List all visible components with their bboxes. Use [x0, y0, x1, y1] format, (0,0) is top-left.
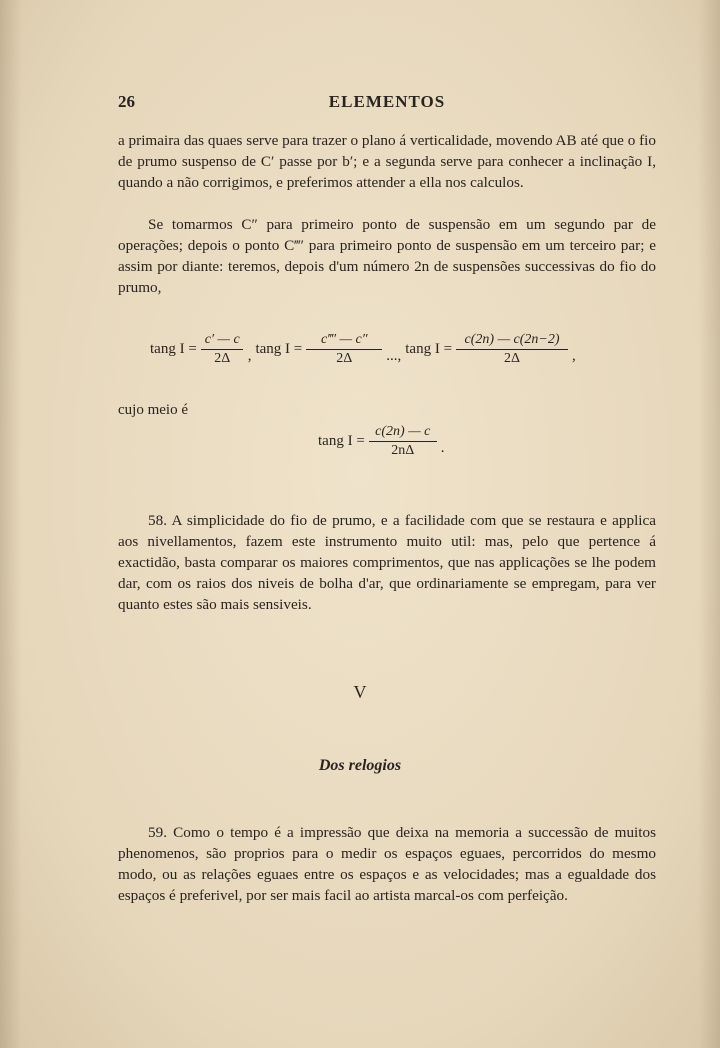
mean-equation-fraction [369, 424, 437, 459]
equation-2-numerator: c‴′ — c″ [320, 332, 368, 347]
equation-row [150, 332, 580, 367]
section-title: Dos relogios [318, 757, 402, 774]
right-edge-shadow [698, 0, 720, 1048]
page-number: 26 [118, 92, 135, 111]
equation-3-separator: , [572, 348, 576, 364]
page-header [118, 92, 656, 116]
running-title: ELEMENTOS [328, 92, 446, 111]
mean-equation-end: . [440, 440, 445, 456]
paragraph-1-text: a primaira das quaes serve para trazer o plano á verticalidade, movendo AB até que o fio de prumo suspenso de C′ passe por b′; e a segunda serve para conhecer a inclinação I, quando a não corrigimos, e preferimos attender a ella nos calculos. [118, 132, 656, 191]
equation-1-separator: , [247, 348, 252, 364]
equation-3-numerator: c(2n) — c(2n−2) [464, 332, 560, 347]
equation-2-fraction [306, 332, 382, 367]
paragraph-58-text: 58. A simplicidade do fio de prumo, e a facilidade com que se restaura e applica aos nivellamentos, fazem este instrumento muito util: mas, pelo que pertence á exactidão, basta comparar os maiores comprimentos, que nas applicações se lhe podem dar, com os raios dos niveis de bolha d'ar, que ordinariamente se empregam, para ver quanto estes são mais sensiveis. [118, 512, 656, 613]
paragraph-59-text: 59. Como o tempo é a impressão que deixa na memoria a successão de muitos phenomenos, são proprios para o medir os espaços eguaes, percorridos do mesmo modo, ou as relações eguaes entre os espaços e as velocidades; mas a egualdade dos espaços é preferivel, por ser mais facil ao artista marcal-os com perfeição. [118, 824, 656, 904]
equation-1-denominator: 2Δ [201, 349, 243, 367]
mean-equation-denominator: 2nΔ [369, 441, 437, 459]
equation-3-fraction [456, 332, 568, 367]
paragraph-2 [118, 214, 656, 298]
equation-3-denominator: 2Δ [456, 349, 568, 367]
equation-2-lhs: tang I = [255, 341, 303, 357]
mean-equation-numerator: c(2n) — c [375, 424, 431, 439]
paragraph-58 [118, 510, 656, 615]
left-edge-shadow [0, 0, 22, 1048]
equation-1-fraction [201, 332, 244, 367]
mean-label: cujo meio é [118, 402, 188, 418]
paragraph-59 [118, 822, 656, 906]
equation-1-numerator: c′ — c [204, 332, 240, 347]
equation-1-lhs: tang I = [150, 341, 197, 357]
equation-2-separator: ..., [386, 348, 402, 364]
equation-3-lhs: tang I = [405, 341, 453, 357]
equation-2-denominator: 2Δ [306, 349, 382, 367]
paragraph-2-text: Se tomarmos C″ para primeiro ponto de suspensão em um segundo par de operações; depois o ponto C‴′ para primeiro ponto de suspensão em um terceiro par; e assim por diante: teremos, depois d'um número 2n de suspensões successivas do fio do prumo, [118, 216, 656, 296]
paragraph-1 [118, 130, 656, 193]
section-number: V [353, 682, 367, 702]
mean-equation [318, 424, 449, 459]
mean-equation-lhs: tang I = [318, 433, 365, 449]
